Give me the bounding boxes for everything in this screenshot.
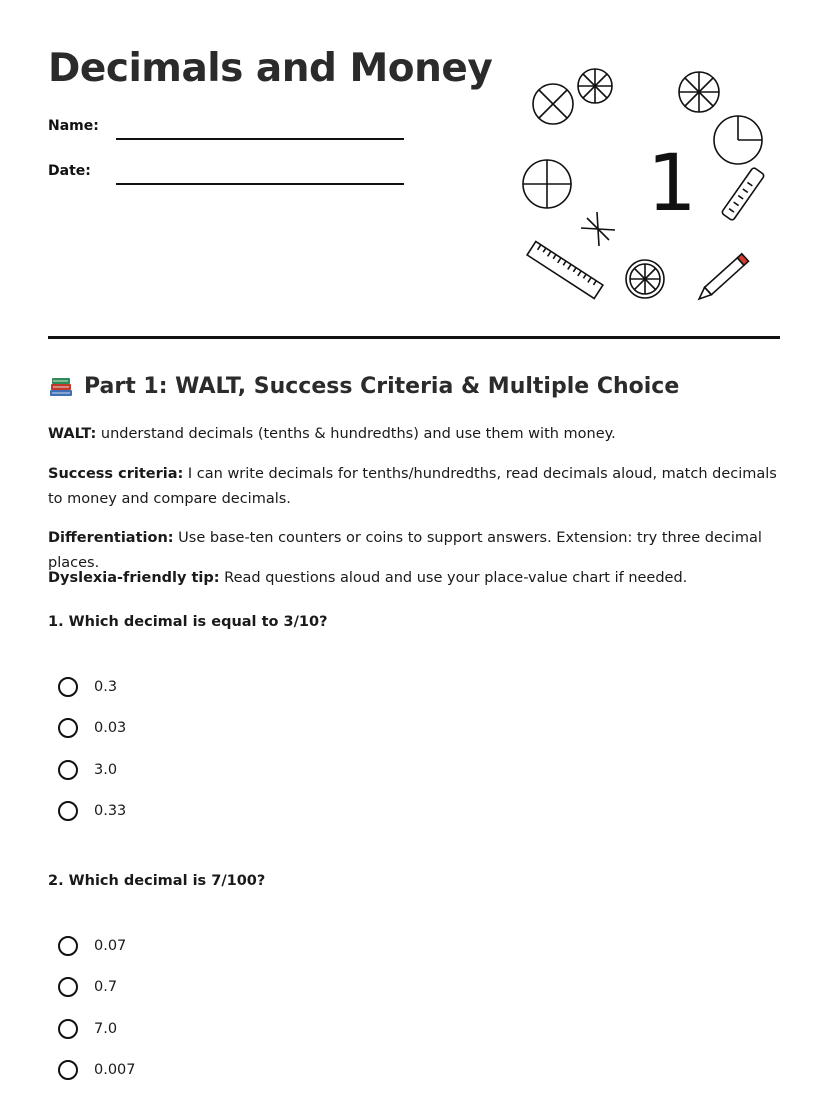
option-label: 0.7 — [94, 979, 118, 995]
segmented-circle-icon — [679, 72, 719, 112]
tip-paragraph — [48, 566, 780, 591]
part1-heading-text: Part 1: WALT, Success Criteria & Multiple Choice — [84, 373, 680, 399]
name-field[interactable] — [48, 118, 404, 134]
radio-button[interactable] — [58, 760, 78, 780]
q2-option[interactable] — [58, 936, 126, 956]
question-1: 1. Which decimal is equal to 3/10? — [48, 614, 328, 630]
q2-option[interactable] — [58, 977, 117, 997]
section-divider — [48, 336, 780, 339]
eighths-circle-icon — [578, 69, 612, 103]
quarters-circle-icon — [523, 160, 571, 208]
ruler-icon — [527, 242, 603, 299]
walt-paragraph — [48, 422, 780, 447]
radio-button[interactable] — [58, 801, 78, 821]
radio-button[interactable] — [58, 936, 78, 956]
option-label: 0.07 — [94, 938, 127, 954]
radio-button[interactable] — [58, 1060, 78, 1080]
radio-button[interactable] — [58, 977, 78, 997]
part1-heading — [48, 373, 679, 399]
option-label: 0.3 — [94, 679, 118, 695]
success-text: I can write decimals for tenths/hundredths, read decimals aloud, match decimals to money and compare decimals. — [48, 466, 777, 507]
walt-text: understand decimals (tenths & hundredths) and use them with money. — [96, 426, 616, 442]
option-label: 0.33 — [94, 803, 127, 819]
q2-option[interactable] — [58, 1019, 117, 1039]
success-label: Success criteria: — [48, 466, 184, 482]
walt-label: WALT: — [48, 426, 97, 442]
quarter-circle-icon — [714, 116, 762, 164]
q1-option[interactable] — [58, 718, 126, 738]
pencil-icon — [696, 254, 749, 303]
q1-option[interactable] — [58, 677, 117, 697]
radio-button[interactable] — [58, 677, 78, 697]
math-doodle-illustration — [515, 62, 785, 312]
q1-option[interactable] — [58, 760, 117, 780]
option-label: 3.0 — [94, 762, 118, 778]
option-label: 0.03 — [94, 720, 127, 736]
date-label: Date: — [48, 163, 91, 179]
option-label: 0.007 — [94, 1062, 136, 1078]
differentiation-label: Differentiation: — [48, 530, 174, 546]
q1-option[interactable] — [58, 801, 126, 821]
radio-button[interactable] — [58, 718, 78, 738]
sliced-circle-icon — [626, 260, 664, 298]
date-line[interactable] — [116, 183, 404, 185]
fraction-circle-icon — [533, 84, 573, 124]
option-label: 7.0 — [94, 1021, 118, 1037]
name-line[interactable] — [116, 138, 404, 140]
tip-text: Read questions aloud and use your place-value chart if needed. — [219, 570, 688, 586]
page-title: Decimals and Money — [48, 46, 493, 91]
radio-button[interactable] — [58, 1019, 78, 1039]
number-one: 1 — [647, 139, 697, 229]
date-field[interactable] — [48, 163, 404, 179]
name-label: Name: — [48, 118, 99, 134]
asterisk-icon — [581, 212, 615, 246]
tip-label: Dyslexia-friendly tip: — [48, 570, 220, 586]
differentiation-text: Use base-ten counters or coins to support answers. Extension: try three decimal places. — [48, 530, 762, 571]
question-2: 2. Which decimal is 7/100? — [48, 873, 266, 889]
small-ruler-icon — [721, 167, 765, 221]
q2-option[interactable] — [58, 1060, 136, 1080]
success-criteria-paragraph — [48, 462, 780, 512]
books-icon — [48, 373, 74, 399]
